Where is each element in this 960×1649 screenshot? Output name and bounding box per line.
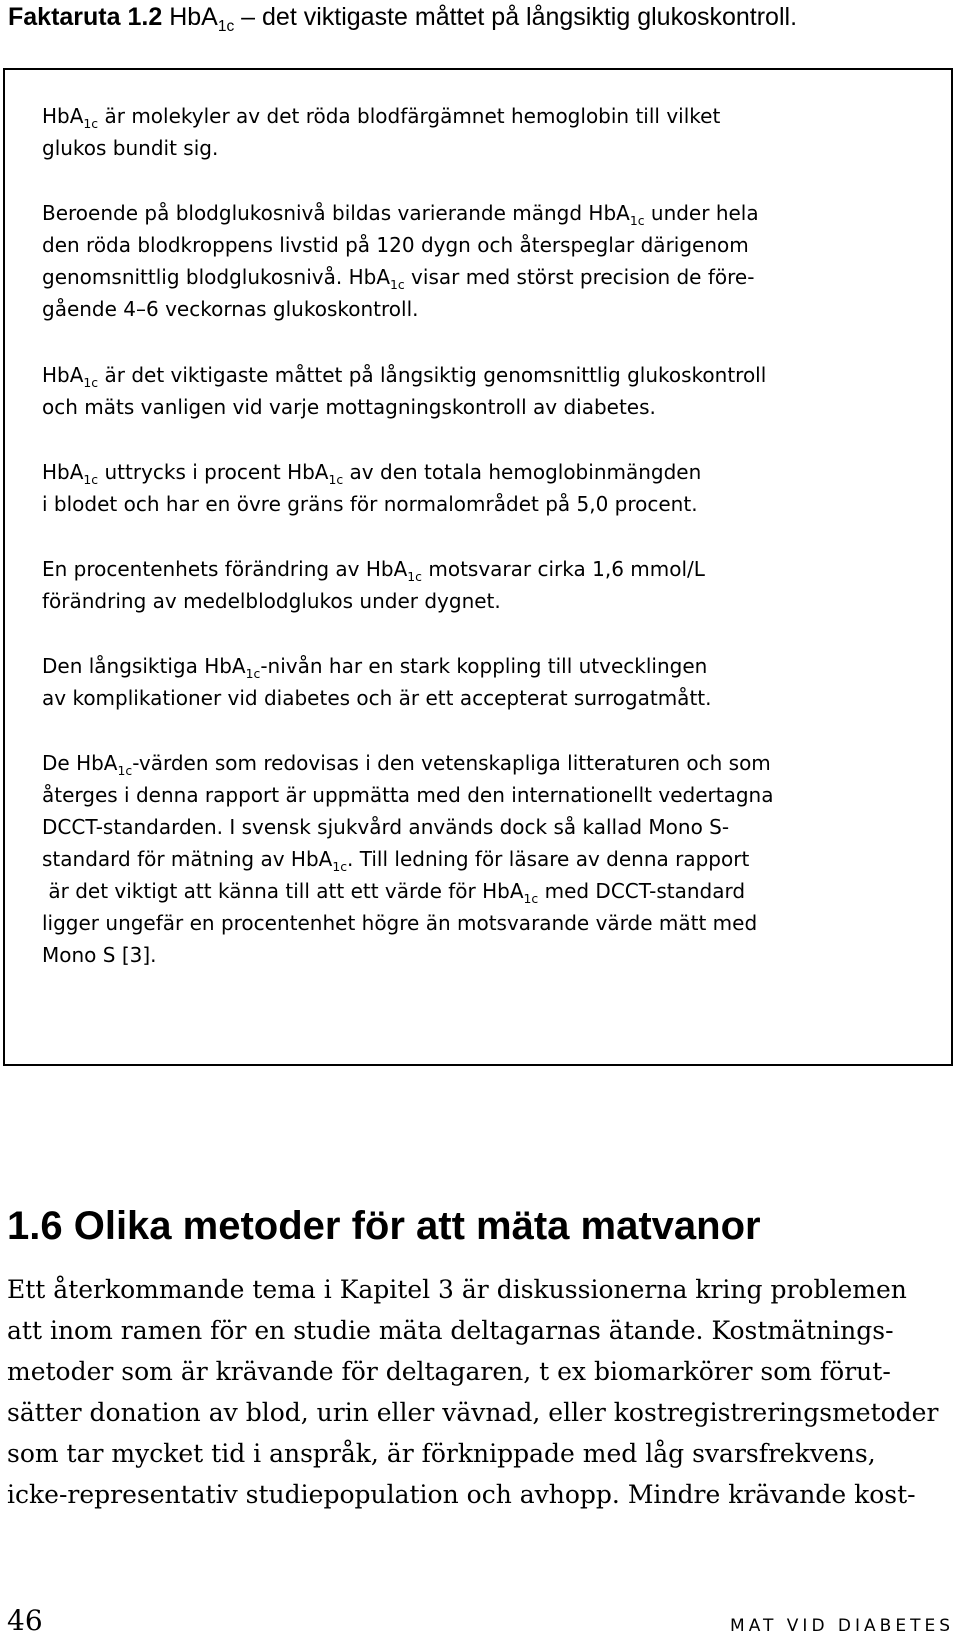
factbox-paragraph: De HbA$_{1c}$-värden som redovisas i den vetenskapliga litteraturen och som återges i denna rapport är uppmätta med den internationellt vedertagna DCCT-standarden. I svensk sjukvård används dock så kallad Mono S- standard för mätning av HbA$_{1c}$. Till ledning för läsare av denna rapport är det viktigt att känna till att ett värde för HbA$_{1c}$ med DCCT-standard ligger ungefär en procentenhet högre än motsvarande värde mätt med Mono S [3]. — [42, 751, 774, 967]
factbox-heading — [8, 0, 797, 34]
section-body-text: Ett återkommande tema i Kapitel 3 är diskussionerna kring problemen att inom ramen för en studie mäta deltagarnas ätande. Kostmätnings- metoder som är krävande för deltagaren, t ex biomarkörer som förut- sätter donation av blod, urin eller vävnad, eller kostregistreringsmetoder som tar mycket tid i anspråk, är förknippade med låg svarsfrekvens, icke-representativ studiepopulation och avhopp. Mindre krävande kost- — [7, 1275, 939, 1509]
section-title: 1.6 Olika metoder för att mäta matvanor — [7, 1204, 761, 1248]
running-footer-title: MAT VID DIABETES — [730, 1616, 954, 1636]
factbox-paragraph: HbA$_{1c}$ är molekyler av det röda blodfärgämnet hemoglobin till vilket glukos bundit sig. — [42, 104, 721, 160]
factbox-title: HbA$_{1c}$ – det viktigaste måttet på långsiktig glukoskontroll. — [169, 3, 798, 35]
factbox-paragraph: HbA$_{1c}$ uttrycks i procent HbA$_{1c}$ av den totala hemoglobinmängden i blodet och har en övre gräns för normalområdet på 5,0 procent. — [42, 460, 702, 516]
factbox-paragraph: HbA$_{1c}$ är det viktigaste måttet på långsiktig genomsnittlig glukoskontroll och mäts vanligen vid varje mottagningskontroll av diabetes. — [42, 363, 767, 419]
factbox-label: Faktaruta 1.2 — [8, 3, 163, 31]
page-number: 46 — [7, 1604, 43, 1637]
factbox-paragraph: En procentenhets förändring av HbA$_{1c}$ motsvarar cirka 1,6 mmol/L förändring av medelblodglukos under dygnet. — [42, 557, 705, 613]
factbox-paragraph: Den långsiktiga HbA$_{1c}$-nivån har en stark koppling till utvecklingen av komplikationer vid diabetes och är ett accepterat surrogatmått. — [42, 654, 712, 710]
factbox-paragraph: Beroende på blodglukosnivå bildas varierande mängd HbA$_{1c}$ under hela den röda blodkroppens livstid på 120 dygn och återspeglar därigenom genomsnittlig blodglukosnivå. HbA$_{1c}$ visar med störst precision de före- gående 4–6 veckornas glukoskontroll. — [42, 201, 759, 321]
